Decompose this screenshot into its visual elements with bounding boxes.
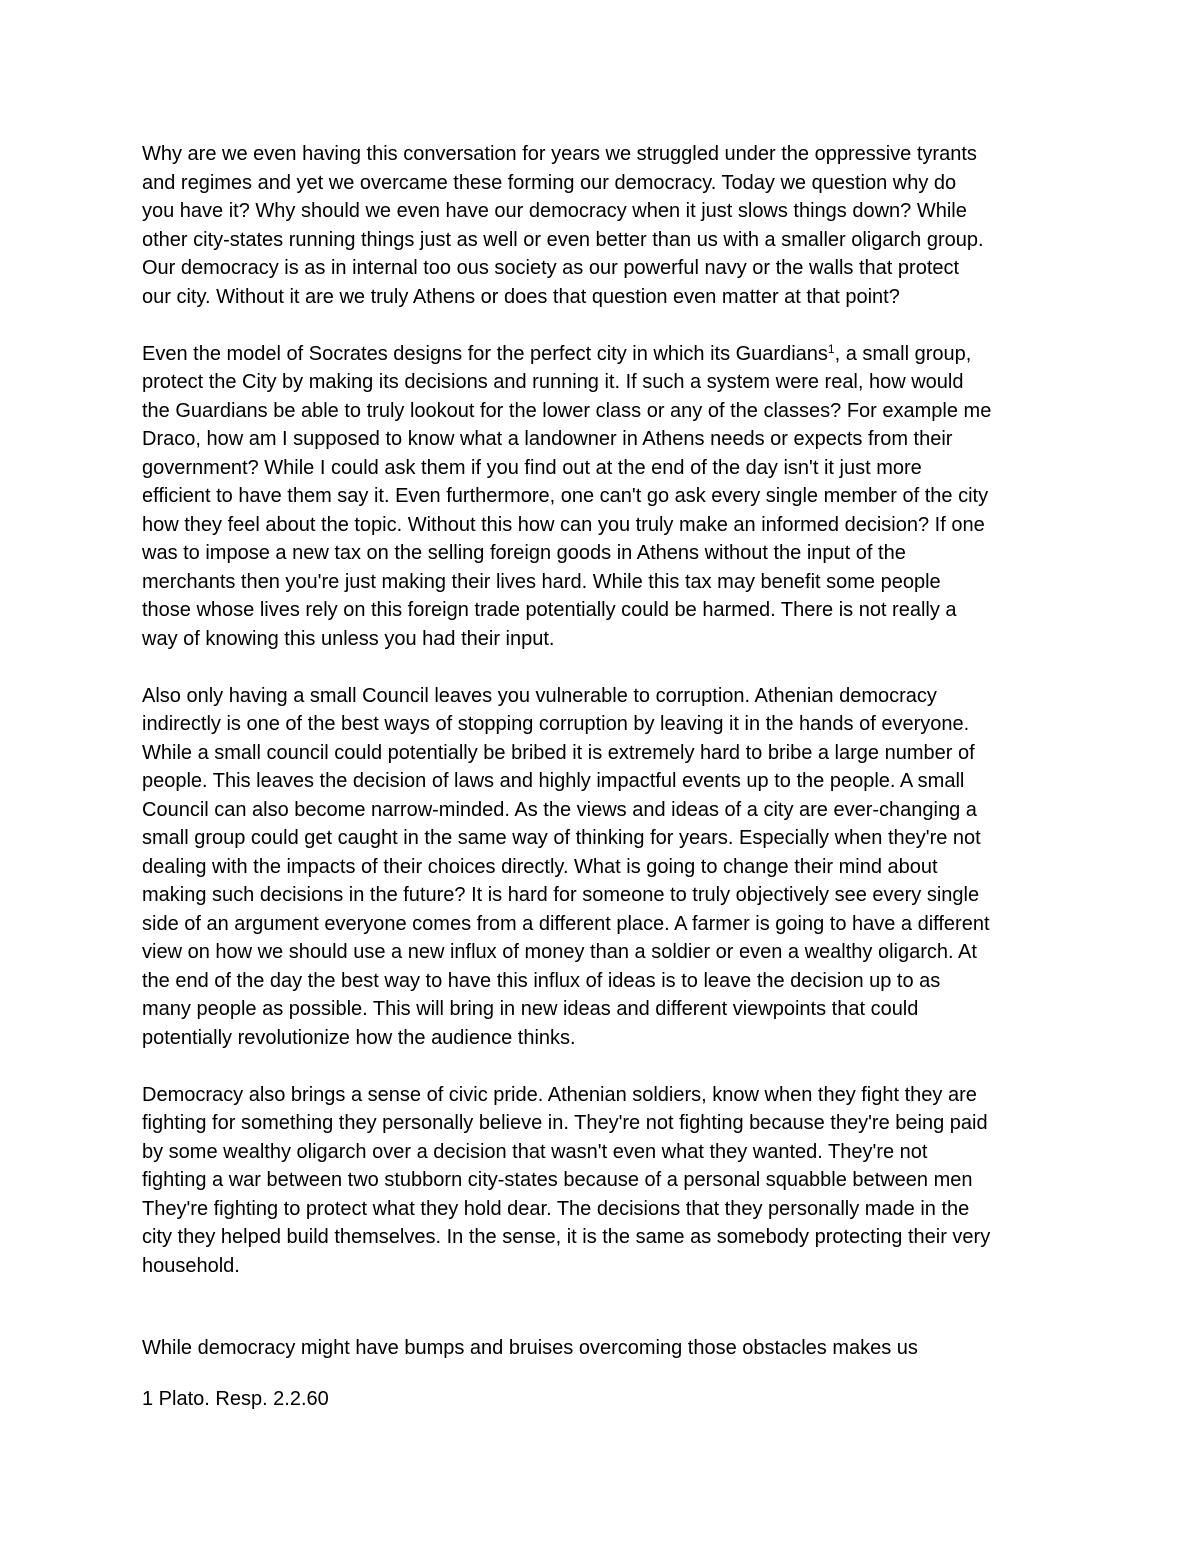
text-line: fighting a war between two stubborn city-states because of a personal squabble between men [142,1169,973,1191]
text-line: indirectly is one of the best ways of stopping corruption by leaving it in the hands of everyone. [142,713,970,735]
text-line: you have it? Why should we even have our democracy when it just slows things down? While [142,200,967,222]
text-line: and regimes and yet we overcame these forming our democracy. Today we question why do [142,171,957,194]
text-line: view on how we should use a new influx of money than a soldier or even a wealthy oligarch. At [142,941,977,963]
text-line: Draco, how am I supposed to know what a landowner in Athens needs or expects from their [142,428,953,450]
text-line: protect the City by making its decisions and running it. If such a system were real, how would [142,371,964,393]
paragraph-spacer [142,1280,1072,1334]
text-line: fighting for something they personally believe in. They're not fighting because they're being paid [142,1112,988,1134]
paragraph-1 [142,140,1072,311]
text-line: government? While I could ask them if you find out at the end of the day isn't it just more [142,456,922,479]
text-line: merchants then you're just making their lives hard. While this tax may benefit some people [142,570,941,593]
text-line: While a small council could potentially be bribed it is extremely hard to bribe a large number of [142,741,975,764]
text-line [142,340,1072,369]
footnote-reference[interactable]: 1 [827,341,835,356]
text-line: city they helped build themselves. In the sense, it is the same as somebody protecting their very [142,1226,991,1248]
text-line: side of an argument everyone comes from a different place. A farmer is going to have a different [142,912,990,935]
paragraph-spacer [142,653,1072,682]
text-line: Democracy also brings a sense of civic pride. Athenian soldiers, know when they fight they are [142,1083,977,1106]
text-line: the Guardians be able to truly lookout for the lower class or any of the classes? For example me [142,399,992,422]
text-line: many people as possible. This will bring in new ideas and different viewpoints that could [142,998,919,1020]
text-line: efficient to have them say it. Even furthermore, one can't go ask every single member of the city [142,485,989,507]
paragraph-spacer [142,311,1072,340]
document-body [142,140,1072,1413]
text-line: making such decisions in the future? It is hard for someone to truly objectively see every single [142,884,980,906]
text-line: other city-states running things just as well or even better than us with a smaller oligarch group. [142,228,984,251]
text-line: our city. Without it are we truly Athens or does that question even matter at that point? [142,285,900,308]
text-line: how they feel about the topic. Without this how can you truly make an informed decision? If one [142,513,985,536]
footnote [142,1385,1072,1414]
text-line: by some wealthy oligarch over a decision that wasn't even what they wanted. They're not [142,1140,928,1163]
paragraph-4 [142,1081,1072,1281]
paragraph-2 [142,340,1072,654]
text-line: Council can also become narrow-minded. As the views and ideas of a city are ever-changing a [142,798,977,821]
text-line: potentially revolutionize how the audience thinks. [142,1026,576,1049]
text-fragment: Even the model of Socrates designs for the perfect city in which its Guardians [142,342,828,365]
paragraph-3 [142,682,1072,1053]
text-line: Our democracy is as in internal too ous society as our powerful navy or the walls that protect [142,257,960,279]
text-line: dealing with the impacts of their choices directly. What is going to change their mind about [142,855,938,878]
text-line: Also only having a small Council leaves you vulnerable to corruption. Athenian democracy [142,684,937,707]
footnote-spacer [142,1363,1072,1385]
text-line: Why are we even having this conversation for years we struggled under the oppressive tyrants [142,143,977,165]
text-line: those whose lives rely on this foreign trade potentially could be harmed. There is not really a [142,599,957,621]
text-line: They're fighting to protect what they hold dear. The decisions that they personally made in the [142,1197,970,1220]
text-line: small group could get caught in the same way of thinking for years. Especially when they're not [142,827,981,849]
paragraph-spacer [142,1052,1072,1081]
text-line: way of knowing this unless you had their input. [142,627,555,650]
text-fragment: , a small group, [834,342,972,365]
paragraph-5 [142,1334,1072,1363]
text-line: While democracy might have bumps and bruises overcoming those obstacles makes us [142,1337,918,1359]
text-line: household. [142,1254,240,1277]
footnote-text: 1 Plato. Resp. 2.2.60 [142,1387,329,1410]
text-line: the end of the day the best way to have this influx of ideas is to leave the decision up to as [142,969,941,992]
text-line: was to impose a new tax on the selling foreign goods in Athens without the input of the [142,542,906,564]
text-line: people. This leaves the decision of laws and highly impactful events up to the people. A small [142,770,965,792]
